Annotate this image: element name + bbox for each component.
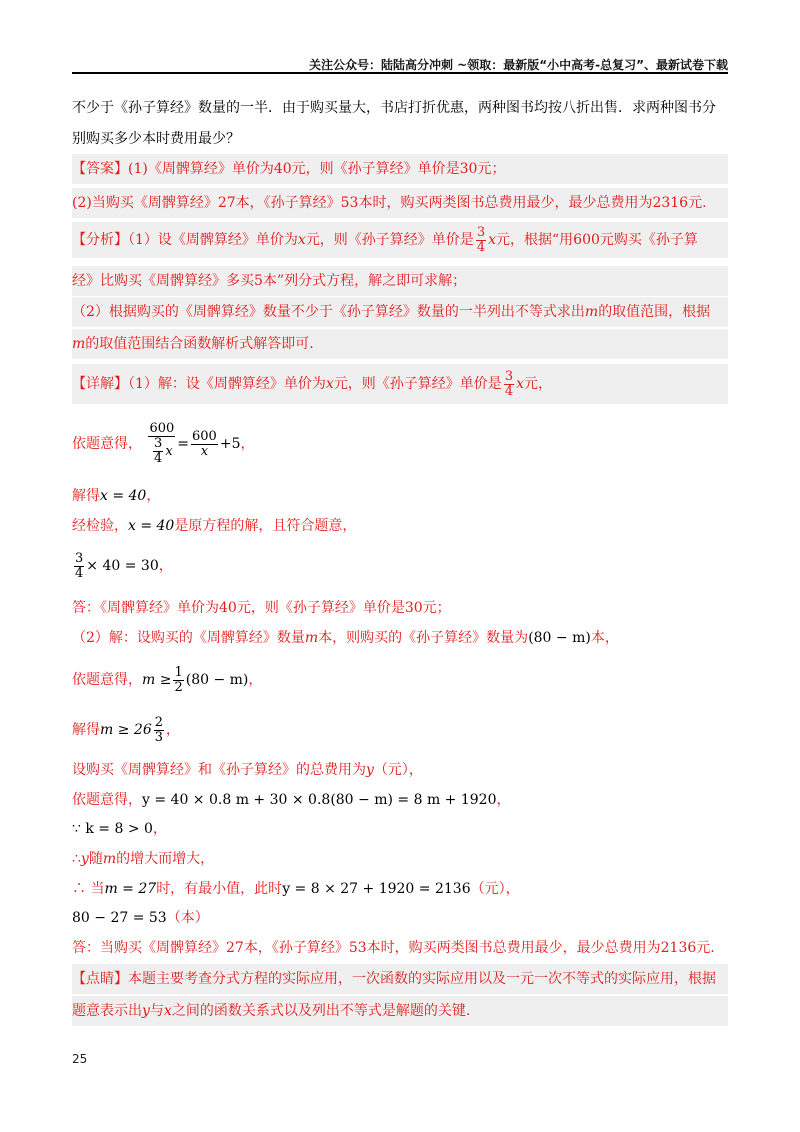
analysis-text: 的取值范围结合函数解析式解答即可. [85,336,314,352]
ineq-lhs: m ≥ [142,672,172,688]
detail-text: 是原方程的解，且符合题意， [174,518,357,534]
page-header: 关注公众号：陆陆高分冲刺 ~领取：最新版“小中高考-总复习”、最新试卷下载 [309,58,728,72]
question-line-2: 别购买多少本时费用最少？ [72,131,240,147]
fraction-three-quarters [476,226,486,255]
frac-num: 3 [154,436,163,451]
check-line [72,516,728,536]
cost-line [72,760,728,780]
detail-text: 解得 [72,488,100,504]
answer-2-line: 答：当购买《周髀算经》27本，《孙子算经》53本时，购买两类图书总费用最少，最少总费用为2136元. [72,940,715,956]
answer-line-1: 【答案】(1)《周髀算经》单价为40元，则《孙子算经》单价是30元； [72,154,728,184]
frac-den: 2 [174,679,183,695]
analysis-line-1 [72,222,728,258]
var-x: x [516,376,524,392]
frac-den: 3 [154,729,164,745]
var-m: m [584,304,599,320]
detail-text: （本） [166,910,209,926]
var-y: y [142,1003,150,1019]
punct: ， [146,488,161,504]
frac-num: 3 [476,224,486,240]
eq-label: 依题意得， [72,436,142,452]
var-x: x [297,232,306,248]
detail-text: 设购买《周髀算经》和《孙子算经》的总费用为 [72,762,366,778]
page-number: 25 [72,1052,88,1066]
slope-condition: ∵ k = 8 > 0 [72,821,153,837]
fraction-three-quarters [74,552,84,581]
equation-1 [72,412,728,476]
min-cost-expr: y = 8 × 27 + 1920 = 2136 [282,881,471,897]
detail-text: 元， [524,376,552,392]
frac-den: 4 [504,383,514,399]
solution-x: x = 40 [128,518,175,534]
k-line [72,819,728,839]
punct: ， [240,436,255,452]
inequality-line [72,660,728,700]
frac-den: 4 [154,451,163,466]
punct: ， [496,792,511,808]
expr-80-minus-m: (80 − m) [528,630,591,646]
calc-line [72,546,728,586]
frac-den [191,445,218,459]
detail-text: 解得 [72,722,100,738]
subtract-line [72,908,728,928]
var-x: x [163,1003,172,1019]
eq-label: 依题意得， [72,792,142,808]
var-y: y [366,762,374,778]
detail-text: 的增大而增大， [116,851,215,867]
frac-den: 4 [75,565,84,581]
increase-line [72,849,728,869]
comment-text: 之间的函数关系式以及列出不等式是解题的关键. [171,1003,471,1019]
frac-num: 3 [75,550,84,566]
detail-text: 本， [590,630,619,646]
var-m: m [304,630,319,646]
punct: ， [158,558,173,574]
frac-num: 1 [174,664,183,680]
question-line-1: 不少于《孙子算经》数量的一半．由于购买量大，书店打折优惠，两种图书均按八折出售．求两种图书分 [72,100,716,116]
comment-text: 与 [149,1003,164,1019]
punct: ， [166,722,181,738]
subtract-expr: 80 − 27 = 53 [72,910,167,926]
eq1-plus-term: +5 [219,436,241,452]
comment-text: 题意表示出 [72,1003,142,1019]
m-value: m = 27 [104,881,157,897]
header-rule [72,72,728,74]
analysis-text: 元，根据“用600元购买《孙子算 [496,232,698,248]
detail-text: 本，则购买的《孙子算经》数量为 [318,630,529,646]
eq1-lhs-fraction [148,422,175,466]
frac-num: 3 [504,368,514,384]
detail-text: （2）解：设购买的《周髀算经》数量 [72,630,305,646]
var-x: x [325,376,334,392]
detail-line-1 [72,364,728,404]
answer-line-2: (2)当购买《周髀算经》27本，《孙子算经》53本时，购买两类图书总费用最少，最少总费用为2316元. [72,188,728,218]
punct: ， [248,672,263,688]
calc-expr: × 40 = 30 [86,558,159,574]
therefore-symbol: ∴ [72,851,81,867]
solve-line [72,486,728,506]
solve2-lhs: m ≥ 26 [100,722,152,738]
detail-text: （元）， [373,762,423,778]
frac-den: 4 [476,239,486,255]
fraction-one-half [173,666,183,695]
comment-line-1: 【点睛】本题主要考查分式方程的实际应用，一次函数的实际应用以及一元一次不等式的实际应用，根据 [72,964,728,994]
fraction-three-quarters [504,370,514,399]
var-x: x [200,443,209,459]
analysis-line-2: 经》比购买《周髀算经》多买5本”列分式方程，解之即可求解； [72,266,728,296]
eq-label: 依题意得， [72,672,142,688]
frac-den [148,437,175,466]
detail-text: （元）， [470,881,520,897]
var-x: x [488,232,496,248]
analysis-text: 元，则《孙子算经》单价是 [305,232,474,248]
punct: ， [152,821,167,837]
var-x: x [165,444,173,459]
nested-fraction [153,437,163,466]
frac-num: 600 [149,421,175,436]
ineq-rhs: (80 − m) [185,672,249,688]
function-line [72,790,728,810]
var-m: m [72,336,86,352]
detail-text: 经检验， [72,518,128,534]
analysis-text: （2）根据购买的《周髀算经》数量不少于《孙子算经》数量的一半列出不等式求出 [72,304,585,320]
fraction-two-thirds [154,716,164,745]
comment-line-2 [72,996,728,1026]
var-m: m [102,851,117,867]
detail-text: ∴ 当 [72,881,105,897]
analysis-text: 【分析】（1）设《周髀算经》单价为 [72,232,298,248]
analysis-line-4 [72,329,728,359]
var-y: y [80,851,89,867]
frac-num: 600 [192,428,217,444]
analysis-line-3 [72,297,728,327]
cost-function: y = 40 × 0.8 m + 30 × 0.8(80 − m) = 8 m + 1920 [142,792,497,808]
analysis-text: 的取值范围，根据 [598,304,711,320]
solution-x: x = 40 [100,488,147,504]
eq1-rhs-fraction [191,430,218,459]
frac-num: 2 [154,714,164,730]
detail-text: 时，有最小值，此时 [156,881,283,897]
minimum-line [72,879,728,899]
detail-text: 元，则《孙子算经》单价是 [333,376,502,392]
answer-1-line: 答：《周髀算经》单价为40元，则《孙子算经》单价是30元； [72,600,451,616]
solve2-line [72,710,728,750]
detail-text: 随 [88,851,103,867]
detail-text: 【详解】（1）解：设《周髀算经》单价为 [72,376,326,392]
equals-sign: = [177,436,190,452]
part2-line [72,628,728,648]
